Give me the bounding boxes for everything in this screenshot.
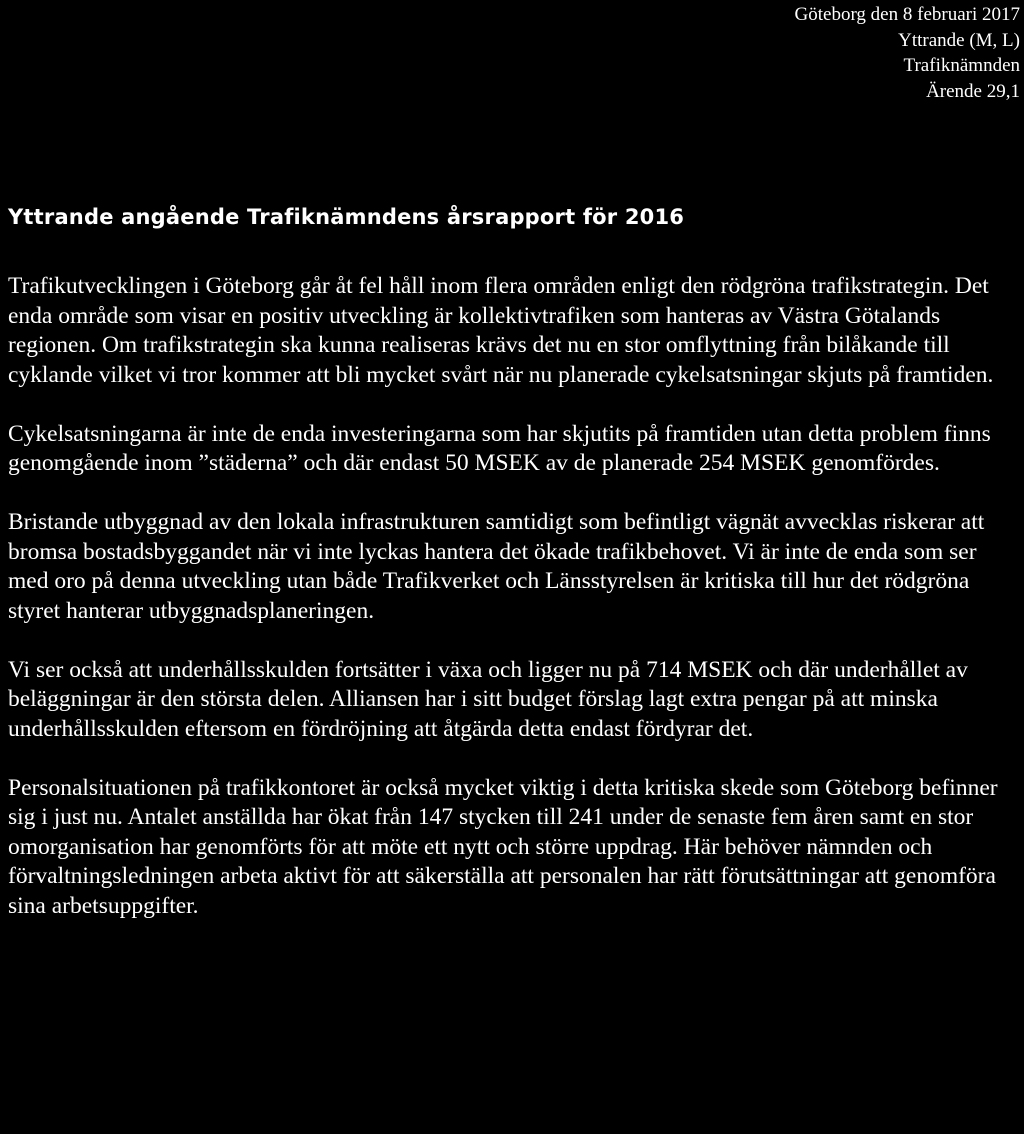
paragraph-infrastructure: Bristande utbyggnad av den lokala infrastrukturen samtidigt som befintligt vägnät avvecklas riskerar att bromsa bostadsbyggandet när vi inte lyckas hantera det ökade trafikbehovet. Vi är inte de enda som ser med oro på denna utveckling utan både Trafikverket och Länsstyrelsen är kritiska till hur det rödgröna styret hanterar utbyggnadsplaneringen.: [8, 509, 985, 624]
item-line: Ärende 29,1: [926, 80, 1020, 102]
statement-line: Yttrande (M, L): [898, 29, 1020, 51]
paragraph-investments: Cykelsatsningarna är inte de enda investeringarna som har skjutits på framtiden utan detta problem finns genomgående inom ”städerna” och där endast 50 MSEK av de planerade 254 MSEK genomfördes.: [8, 420, 991, 476]
paragraph-maintenance-debt: Vi ser också att underhållsskulden fortsätter i växa och ligger nu på 714 MSEK och där underhållet av beläggningar är den största delen. Alliansen har i sitt budget förslag lagt extra pengar på att minska underhållsskulden eftersom en fördröjning att åtgärda detta endast fördyrar det.: [8, 656, 968, 742]
paragraph-traffic-development: Trafikutvecklingen i Göteborg går åt fel håll inom flera områden enligt den rödgröna trafikstrategin. Det enda område som visar en positiv utveckling är kollektivtrafiken som hanteras av Västra Götalands regionen. Om trafikstrategin ska kunna realiseras krävs det nu en stor omflyttning från bilåkande till cyklande vilket vi tror kommer att bli mycket svårt när nu planerade cykelsatsningar skjuts på framtiden.: [8, 273, 994, 388]
paragraph-staffing: Personalsituationen på trafikkontoret är också mycket viktig i detta kritiska skede som Göteborg befinner sig i just nu. Antalet anställda har ökat från 147 stycken till 241 under de senaste fem åren samt en stor omorganisation har genomförts för att möte ett nytt och större uppdrag. Här behöver nämnden och förvaltningsledningen arbeta aktivt för att säkerställa att personalen har rätt förutsättningar att genomföra sina arbetsuppgifter.: [8, 774, 998, 919]
date-line: Göteborg den 8 februari 2017: [794, 4, 1020, 25]
committee-line: Trafiknämnden: [903, 55, 1020, 76]
document-body: [8, 272, 1018, 921]
document-title: Yttrande angående Trafiknämndens årsrapport för 2016: [8, 205, 685, 229]
document-header: [795, 2, 1020, 104]
